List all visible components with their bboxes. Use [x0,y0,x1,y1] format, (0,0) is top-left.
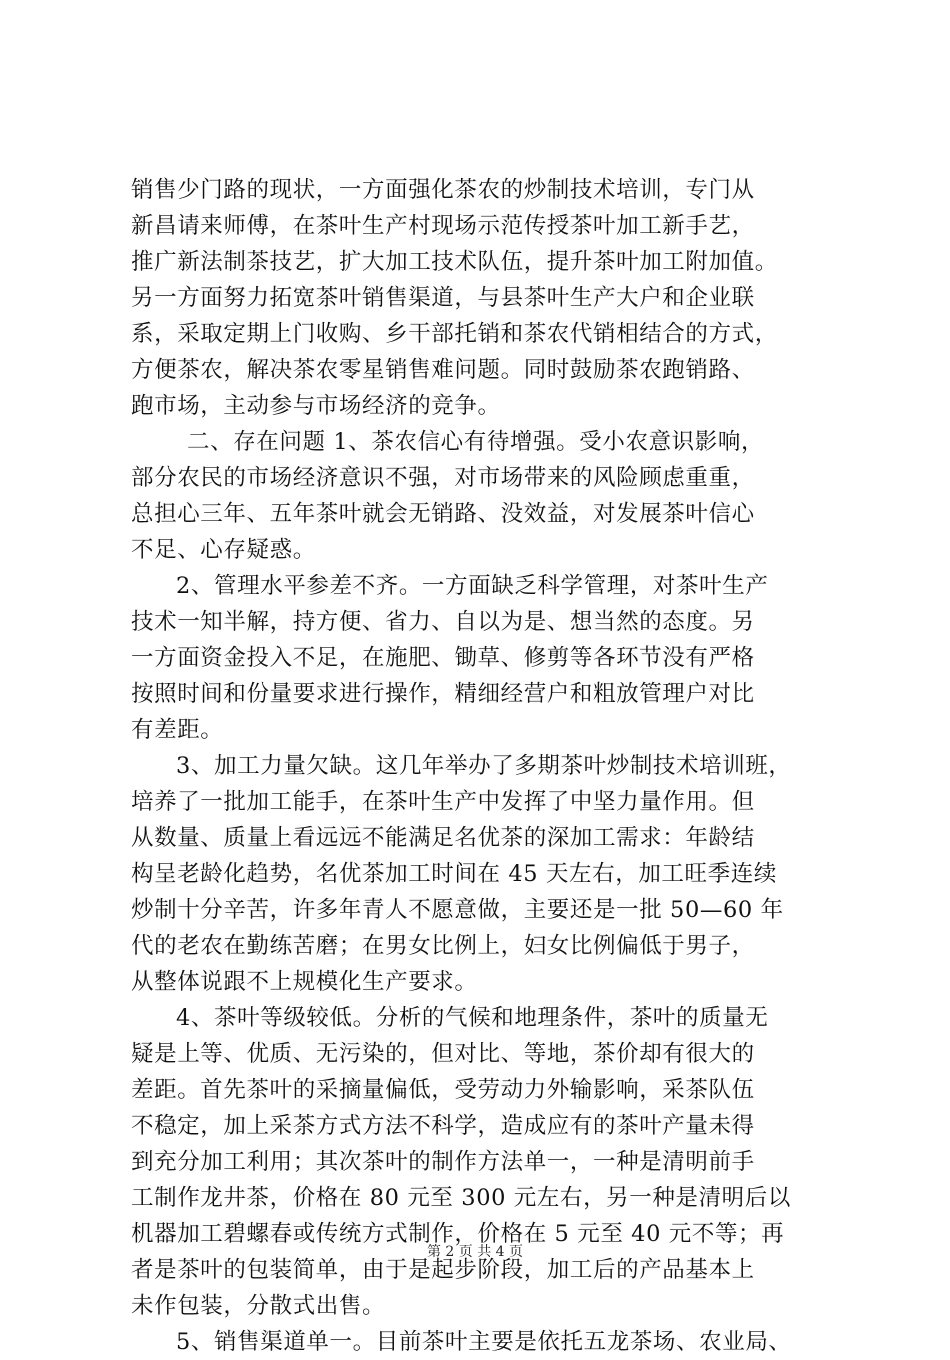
text-line: 构呈老龄化趋势，名优茶加工时间在 45 天左右，加工旺季连续 [131,861,777,887]
text-line: 按照时间和份量要求进行操作，精细经营户和粗放管理户对比 [131,681,755,707]
text-line: 2、管理水平参差不齐。一方面缺乏科学管理，对茶叶生产 [176,573,769,599]
text-line: 4、茶叶等级较低。分析的气候和地理条件，茶叶的质量无 [176,1005,769,1031]
text-line: 3、加工力量欠缺。这几年举办了多期茶叶炒制技术培训班， [176,753,792,779]
text-line: 推广新法制茶技艺，扩大加工技术队伍，提升茶叶加工附加值。 [131,249,778,275]
text-line: 机器加工碧螺春或传统方式制作，价格在 5 元至 40 元不等；再 [131,1221,785,1247]
text-line: 不足、心存疑惑。 [131,537,316,563]
text-line: 未作包装，分散式出售。 [131,1293,386,1319]
text-line: 二、存在问题 1、茶农信心有待增强。受小农意识影响， [187,429,765,455]
text-line: 5、销售渠道单一。目前茶叶主要是依托五龙茶场、农业局、 [176,1329,792,1355]
text-line: 总担心三年、五年茶叶就会无销路、没效益，对发展茶叶信心 [131,501,755,527]
page-footer: 第 2 页 共 4 页 [426,1244,524,1260]
text-line: 另一方面努力拓宽茶叶销售渠道，与县茶叶生产大户和企业联 [131,285,755,311]
text-line: 工制作龙井茶，价格在 80 元至 300 元左右，另一种是清明后以 [131,1185,791,1211]
text-line: 有差距。 [131,717,224,743]
text-line: 疑是上等、优质、无污染的，但对比、等地，茶价却有很大的 [131,1041,755,1067]
text-line: 培养了一批加工能手，在茶叶生产中发挥了中坚力量作用。但 [131,789,755,815]
text-line: 部分农民的市场经济意识不强，对市场带来的风险顾虑重重， [131,465,755,491]
text-line: 销售少门路的现状，一方面强化茶农的炒制技术培训，专门从 [131,177,755,203]
text-line: 炒制十分辛苦，许多年青人不愿意做，主要还是一批 50—60 年 [131,897,784,923]
text-line: 不稳定，加上采茶方式方法不科学，造成应有的茶叶产量未得 [131,1113,755,1139]
text-line: 从整体说跟不上规模化生产要求。 [131,969,478,995]
text-line: 到充分加工利用；其次茶叶的制作方法单一，一种是清明前手 [131,1149,755,1175]
text-line: 差距。首先茶叶的采摘量偏低，受劳动力外输影响，采茶队伍 [131,1077,755,1103]
text-line: 技术一知半解，持方便、省力、自以为是、想当然的态度。另 [131,609,755,635]
text-line: 从数量、质量上看远远不能满足名优茶的深加工需求：年龄结 [131,825,755,851]
text-line: 新昌请来师傅，在茶叶生产村现场示范传授茶叶加工新手艺， [131,213,755,239]
text-line: 者是茶叶的包装简单，由于是起步阶段，加工后的产品基本上 [131,1257,755,1283]
document-body [131,172,851,1360]
text-line: 一方面资金投入不足，在施肥、锄草、修剪等各环节没有严格 [131,645,755,671]
text-line: 方便茶农，解决茶农零星销售难问题。同时鼓励茶农跑销路、 [131,357,755,383]
text-line: 系，采取定期上门收购、乡干部托销和茶农代销相结合的方式， [131,321,778,347]
text-line: 代的老农在勤练苦磨；在男女比例上，妇女比例偏低于男子， [131,933,755,959]
text-line: 跑市场，主动参与市场经济的竞争。 [131,393,501,419]
